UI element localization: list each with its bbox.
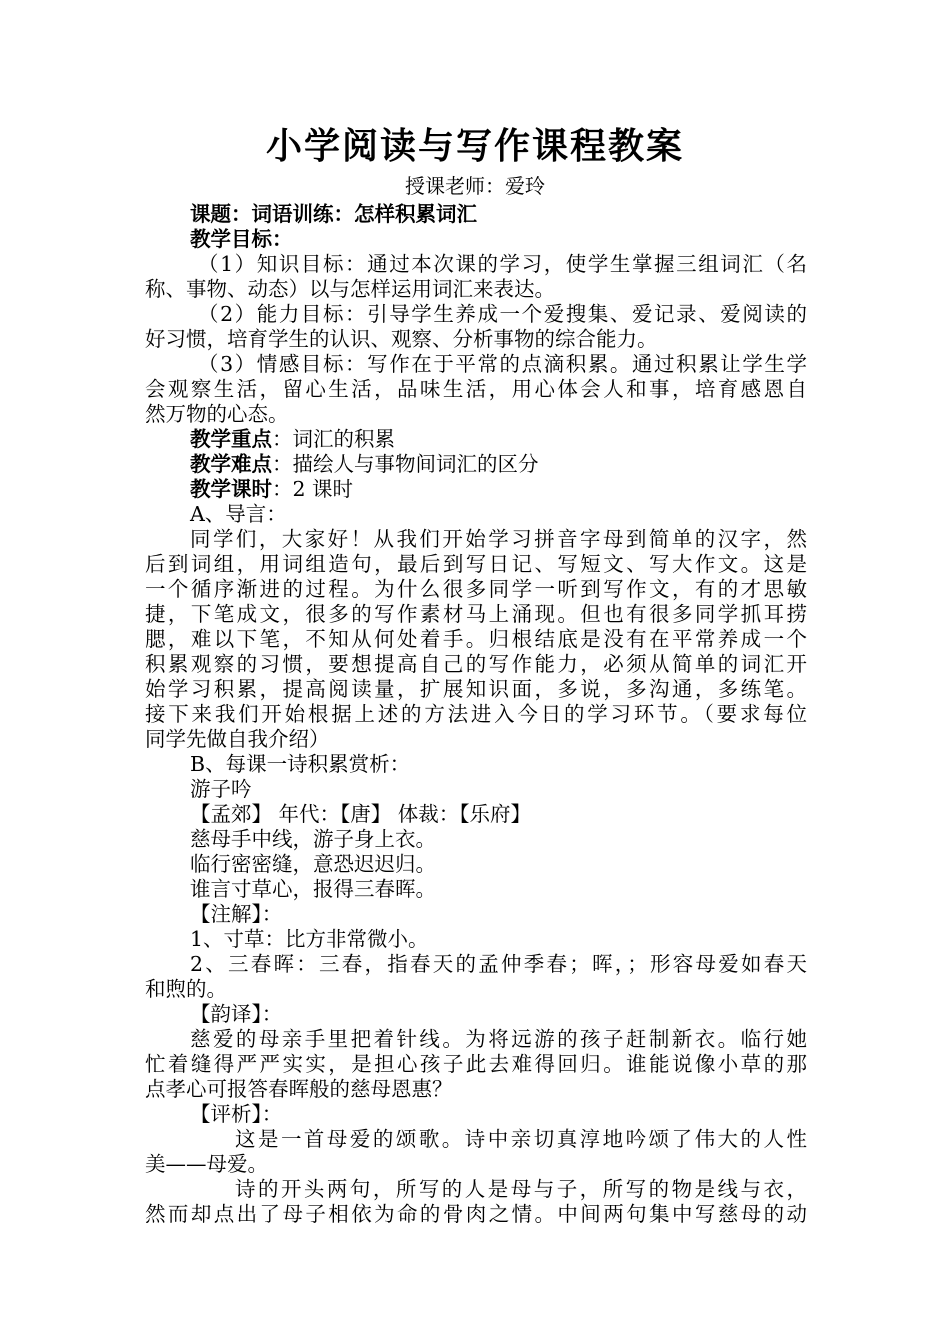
notes-heading: 【注解】： [190,902,283,926]
difficulty-label: 教学难点 [190,452,272,476]
analysis-line: 诗的开头两句，所写的人是母与子，所写的物是线与衣， [235,1177,807,1201]
intro-line: 一个循序渐进的过程。为什么很多同学一听到写作文，有的才思敏 [145,577,807,601]
objectives-heading: 教学目标： [190,227,293,251]
intro-line: 始学习积累，提高阅读量，扩展知识面，多说，多沟通，多练笔。 [145,677,807,701]
note-line: 1、寸草：比方非常微小。 [190,927,429,951]
analysis-line: 这是一首母爱的颂歌。诗中亲切真淳地吟颂了伟大的人性 [235,1127,807,1151]
objective-line: 会观察生活，留心生活，品味生活，用心体会人和事，培育感恩自 [145,377,807,401]
lesson-topic [145,200,807,228]
intro-heading: A、导言： [190,502,287,526]
intro-line: 积累观察的习惯，要想提高自己的写作能力，必须从简单的词汇开 [145,652,807,676]
hours-value: ：2 课时 [272,477,354,501]
note-line: 2、三春晖：三春，指春天的孟仲季春；晖，；形容母爱如春天 [190,952,807,976]
translation-line: 慈爱的母亲手里把着针线。为将远游的孩子赶制新衣。临行她 [190,1027,807,1051]
document-title: 小学阅读与写作课程教案 [265,126,684,167]
intro-line: 后到词组，用词组造句，最后到写日记、写短文、写大作文。这是 [145,552,807,576]
objective-line: 好习惯，培育学生的认识、观察、分析事物的综合能力。 [145,327,658,351]
analysis-line: 美——母爱。 [145,1152,268,1176]
objective-line: （3）情感目标：写作在于平常的点滴积累。通过积累让学生学 [198,352,807,376]
intro-line: 同学们，大家好！从我们开始学习拼音字母到简单的汉字，然 [190,527,807,551]
poem-verse: 慈母手中线，游子身上衣。 [190,827,436,851]
note-line: 和煦的。 [145,977,227,1001]
intro-line: 腮，难以下笔，不知从何处着手。归根结底是没有在平常养成一个 [145,627,807,651]
poem-verse: 临行密密缝，意恐迟迟归。 [190,852,436,876]
analysis-heading: 【评析】： [190,1102,283,1126]
objective-line: 然万物的心态。 [145,402,289,426]
class-hours [145,475,807,503]
teacher-line: 授课老师：爱玲 [405,174,545,198]
translation-line: 忙着缝得严严实实，是担心孩子此去难得回归。谁能说像小草的那 [145,1052,807,1076]
hours-label: 教学课时 [190,477,272,501]
objective-line: （1）知识目标：通过本次课的学习，使学生掌握三组词汇（名 [198,252,807,276]
poem-meta: 【孟郊】 年代：【唐】 体裁：【乐府】 [190,802,532,826]
lesson-value: 词语训练：怎样积累词汇 [251,202,477,226]
intro-line: 接下来我们开始根据上述的方法进入今日的学习环节。（要求每位 [145,702,807,726]
key-point-value: ：词汇的积累 [272,427,395,451]
analysis-line: 然而却点出了母子相依为命的骨肉之情。中间两句集中写慈母的动 [145,1202,807,1226]
intro-line: 捷，下笔成文，很多的写作素材马上涌现。但也有很多同学抓耳捞 [145,602,807,626]
key-point-label: 教学重点 [190,427,272,451]
difficulty [145,450,807,478]
intro-line: 同学先做自我介绍） [145,727,330,751]
lesson-label: 课题： [190,202,252,226]
poem-section-heading: B、每课一诗积累赏析： [190,752,411,776]
poem-title: 游子吟 [190,777,252,801]
objective-line: （2）能力目标：引导学生养成一个爱搜集、爱记录、爱阅读的 [198,302,807,326]
key-point [145,425,807,453]
translation-line: 点孝心可报答春晖般的慈母恩惠？ [145,1077,453,1101]
objective-line: 称、事物、动态）以与怎样运用词汇来表达。 [145,277,555,301]
difficulty-value: ：描绘人与事物间词汇的区分 [272,452,539,476]
translation-heading: 【韵译】： [190,1002,283,1026]
poem-verse: 谁言寸草心，报得三春晖。 [190,877,436,901]
